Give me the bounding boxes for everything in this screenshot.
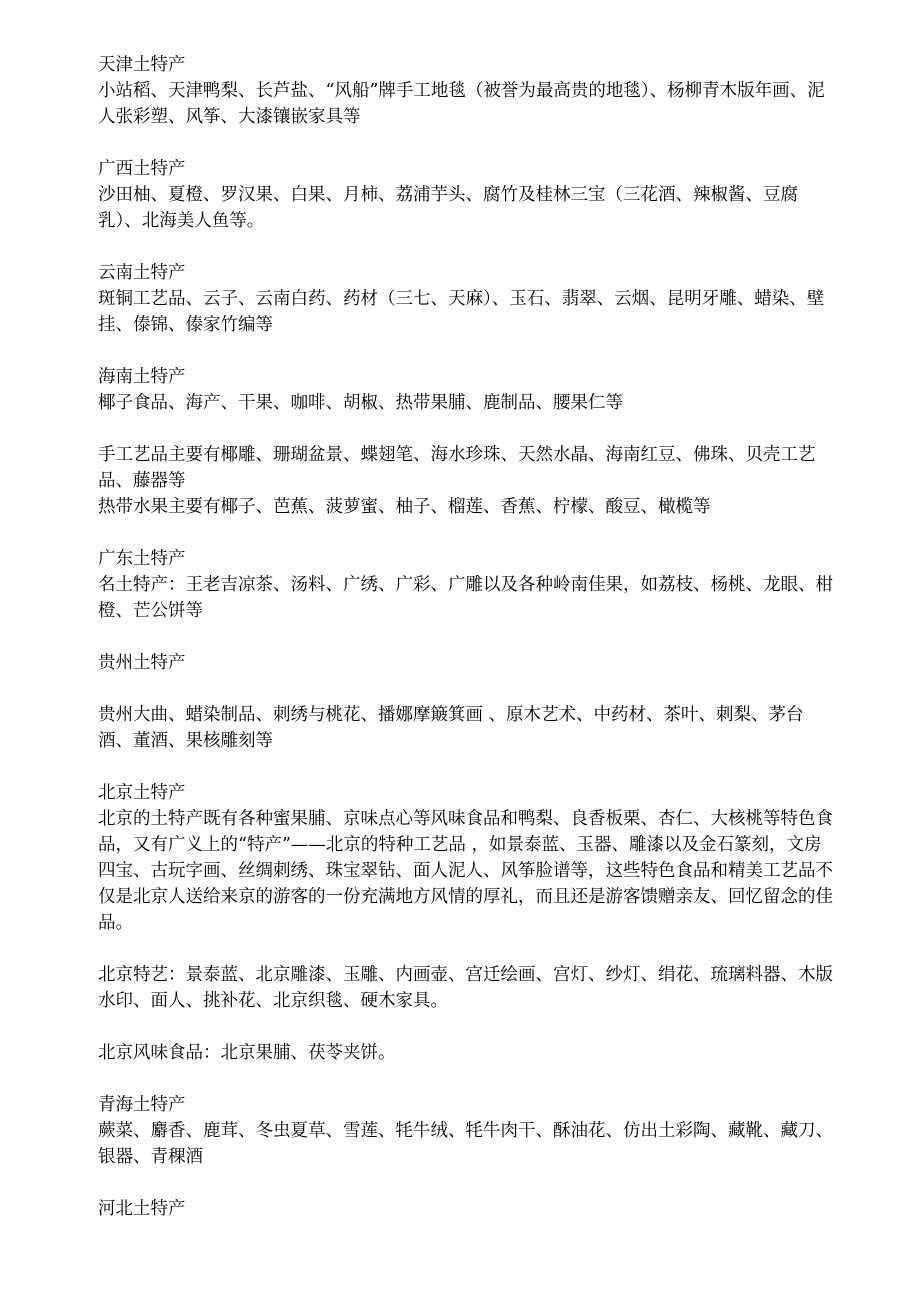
section-beijing-food bbox=[98, 1040, 834, 1066]
section-beijing-crafts bbox=[98, 962, 834, 1014]
section-paragraph: 热带水果主要有椰子、芭蕉、菠萝蜜、柚子、榴莲、香蕉、柠檬、酸豆、橄榄等 bbox=[98, 497, 711, 517]
section-heading: 河北土特产 bbox=[98, 1199, 186, 1219]
section-beijing bbox=[98, 780, 834, 936]
section-paragraph: 北京风味食品：北京果脯、茯苓夹饼。 bbox=[98, 1043, 396, 1063]
section-paragraph: 北京特艺：景泰蓝、北京雕漆、玉雕、内画壶、宫迁绘画、宫灯、纱灯、绢花、琉璃料器、木版水印、面人、挑补花、北京织毯、硬木家具。 bbox=[98, 965, 833, 1011]
section-tianjin bbox=[98, 52, 834, 130]
section-heading: 青海土特产 bbox=[98, 1095, 186, 1115]
section-paragraph: 名土特产：王老吉凉茶、汤料、广绣、广彩、广雕以及各种岭南佳果，如荔枝、杨桃、龙眼、柑橙、芒公饼等 bbox=[98, 575, 833, 621]
section-yunnan bbox=[98, 260, 834, 338]
section-paragraph: 椰子食品、海产、干果、咖啡、胡椒、热带果脯、鹿制品、腰果仁等 bbox=[98, 393, 623, 413]
section-qinghai bbox=[98, 1092, 834, 1170]
section-paragraph: 蕨菜、麝香、鹿茸、冬虫夏草、雪莲、牦牛绒、牦牛肉干、酥油花、仿出土彩陶、藏靴、藏刀、银器、青稞酒 bbox=[98, 1121, 833, 1167]
section-hainan bbox=[98, 364, 834, 416]
section-heading: 北京土特产 bbox=[98, 783, 186, 803]
section-paragraph: 北京的土特产既有各种蜜果脯、京味点心等风味食品和鸭梨、良香板栗、杏仁、大核桃等特色食品，又有广义上的“特产”——北京的特种工艺品 ，如景泰蓝、玉器、雕漆以及金石篆刻，文房四宝、古玩字画、丝绸刺绣、珠宝翠钻、面人泥人、风筝脸谱等，这些特色食品和精美工艺品不仅是北京人送给来京的游客的一份充满地方风情的厚礼，而且还是游客馈赠亲友、回忆留念的佳品。 bbox=[98, 809, 833, 933]
section-heading: 广西土特产 bbox=[98, 159, 186, 179]
section-hebei bbox=[98, 1196, 834, 1222]
section-heading: 天津土特产 bbox=[98, 55, 186, 75]
document-page bbox=[98, 52, 834, 1248]
blank-line bbox=[98, 676, 834, 702]
section-heading: 海南土特产 bbox=[98, 367, 186, 387]
section-guangxi bbox=[98, 156, 834, 234]
section-hainan-crafts-fruits bbox=[98, 442, 834, 520]
section-guangdong bbox=[98, 546, 834, 624]
section-paragraph: 小站稻、天津鸭梨、长芦盐、“风船”牌手工地毯（被誉为最高贵的地毯）、杨柳青木版年画、泥人张彩塑、风筝、大漆镶嵌家具等 bbox=[98, 81, 825, 127]
section-paragraph: 手工艺品主要有椰雕、珊瑚盆景、蝶翅笔、海水珍珠、天然水晶、海南红豆、佛珠、贝壳工艺品、藤器等 bbox=[98, 445, 816, 491]
section-heading: 贵州土特产 bbox=[98, 653, 186, 673]
section-heading: 云南土特产 bbox=[98, 263, 186, 283]
section-guizhou bbox=[98, 650, 834, 754]
section-paragraph: 贵州大曲、蜡染制品、刺绣与桃花、播娜摩簸箕画 、原木艺术、中药材、茶叶、刺梨、茅台酒、董酒、果核雕刻等 bbox=[98, 705, 804, 751]
section-paragraph: 斑铜工艺品、云子、云南白药、药材（三七、天麻）、玉石、翡翠、云烟、昆明牙雕、蜡染、壁挂、傣锦、傣家竹编等 bbox=[98, 289, 825, 335]
section-heading: 广东土特产 bbox=[98, 549, 186, 569]
section-paragraph: 沙田柚、夏橙、罗汉果、白果、月柿、荔浦芋头、腐竹及桂林三宝（三花酒、辣椒酱、豆腐乳）、北海美人鱼等。 bbox=[98, 185, 798, 231]
